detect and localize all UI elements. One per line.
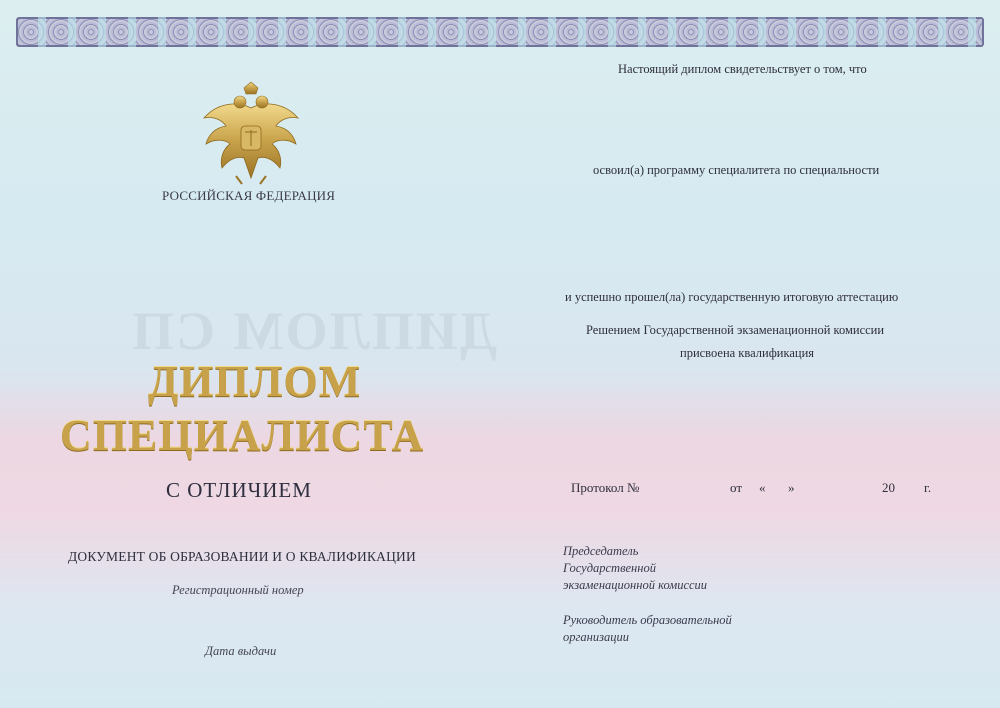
with-honors-label: С ОТЛИЧИЕМ: [166, 478, 312, 502]
issue-date-label: Дата выдачи: [205, 644, 277, 658]
protocol-quote-close: »: [788, 480, 795, 495]
protocol-quote-open: «: [759, 480, 766, 495]
chairman-label-line1: Председатель: [563, 544, 639, 558]
chairman-label-line3: экзаменационной комиссии: [563, 578, 708, 592]
commission-decision-text: Решением Государственной экзаменационной комиссии: [586, 323, 885, 337]
registration-number-label: Регистрационный номер: [172, 583, 304, 597]
qualification-text: присвоена квалификация: [680, 346, 815, 360]
coat-of-arms-icon: [196, 80, 306, 190]
document-type: ДОКУМЕНТ ОБ ОБРАЗОВАНИИ И О КВАЛИФИКАЦИИ: [68, 549, 416, 564]
security-pattern-band: [16, 17, 984, 47]
diploma-title-line1: ДИПЛОМ: [148, 357, 362, 406]
chairman-label-line2: Государственной: [563, 561, 656, 575]
certify-text: Настоящий диплом свидетельствует о том, что: [618, 62, 867, 76]
watermark: ДИПЛОМ СП: [130, 301, 497, 361]
head-label-line2: организации: [563, 630, 629, 644]
attestation-text: и успешно прошел(ла) государственную итоговую аттестацию: [565, 290, 899, 304]
head-label-line1: Руководитель образовательной: [563, 613, 732, 627]
diploma-title-line2: СПЕЦИАЛИСТА: [60, 411, 425, 460]
protocol-from: от: [730, 480, 743, 495]
country-name: РОССИЙСКАЯ ФЕДЕРАЦИЯ: [162, 188, 336, 203]
protocol-label: Протокол №: [571, 480, 640, 495]
protocol-year-suffix: г.: [924, 480, 932, 495]
program-text: освоил(а) программу специалитета по специальности: [593, 163, 880, 177]
protocol-year-prefix: 20: [882, 480, 895, 495]
